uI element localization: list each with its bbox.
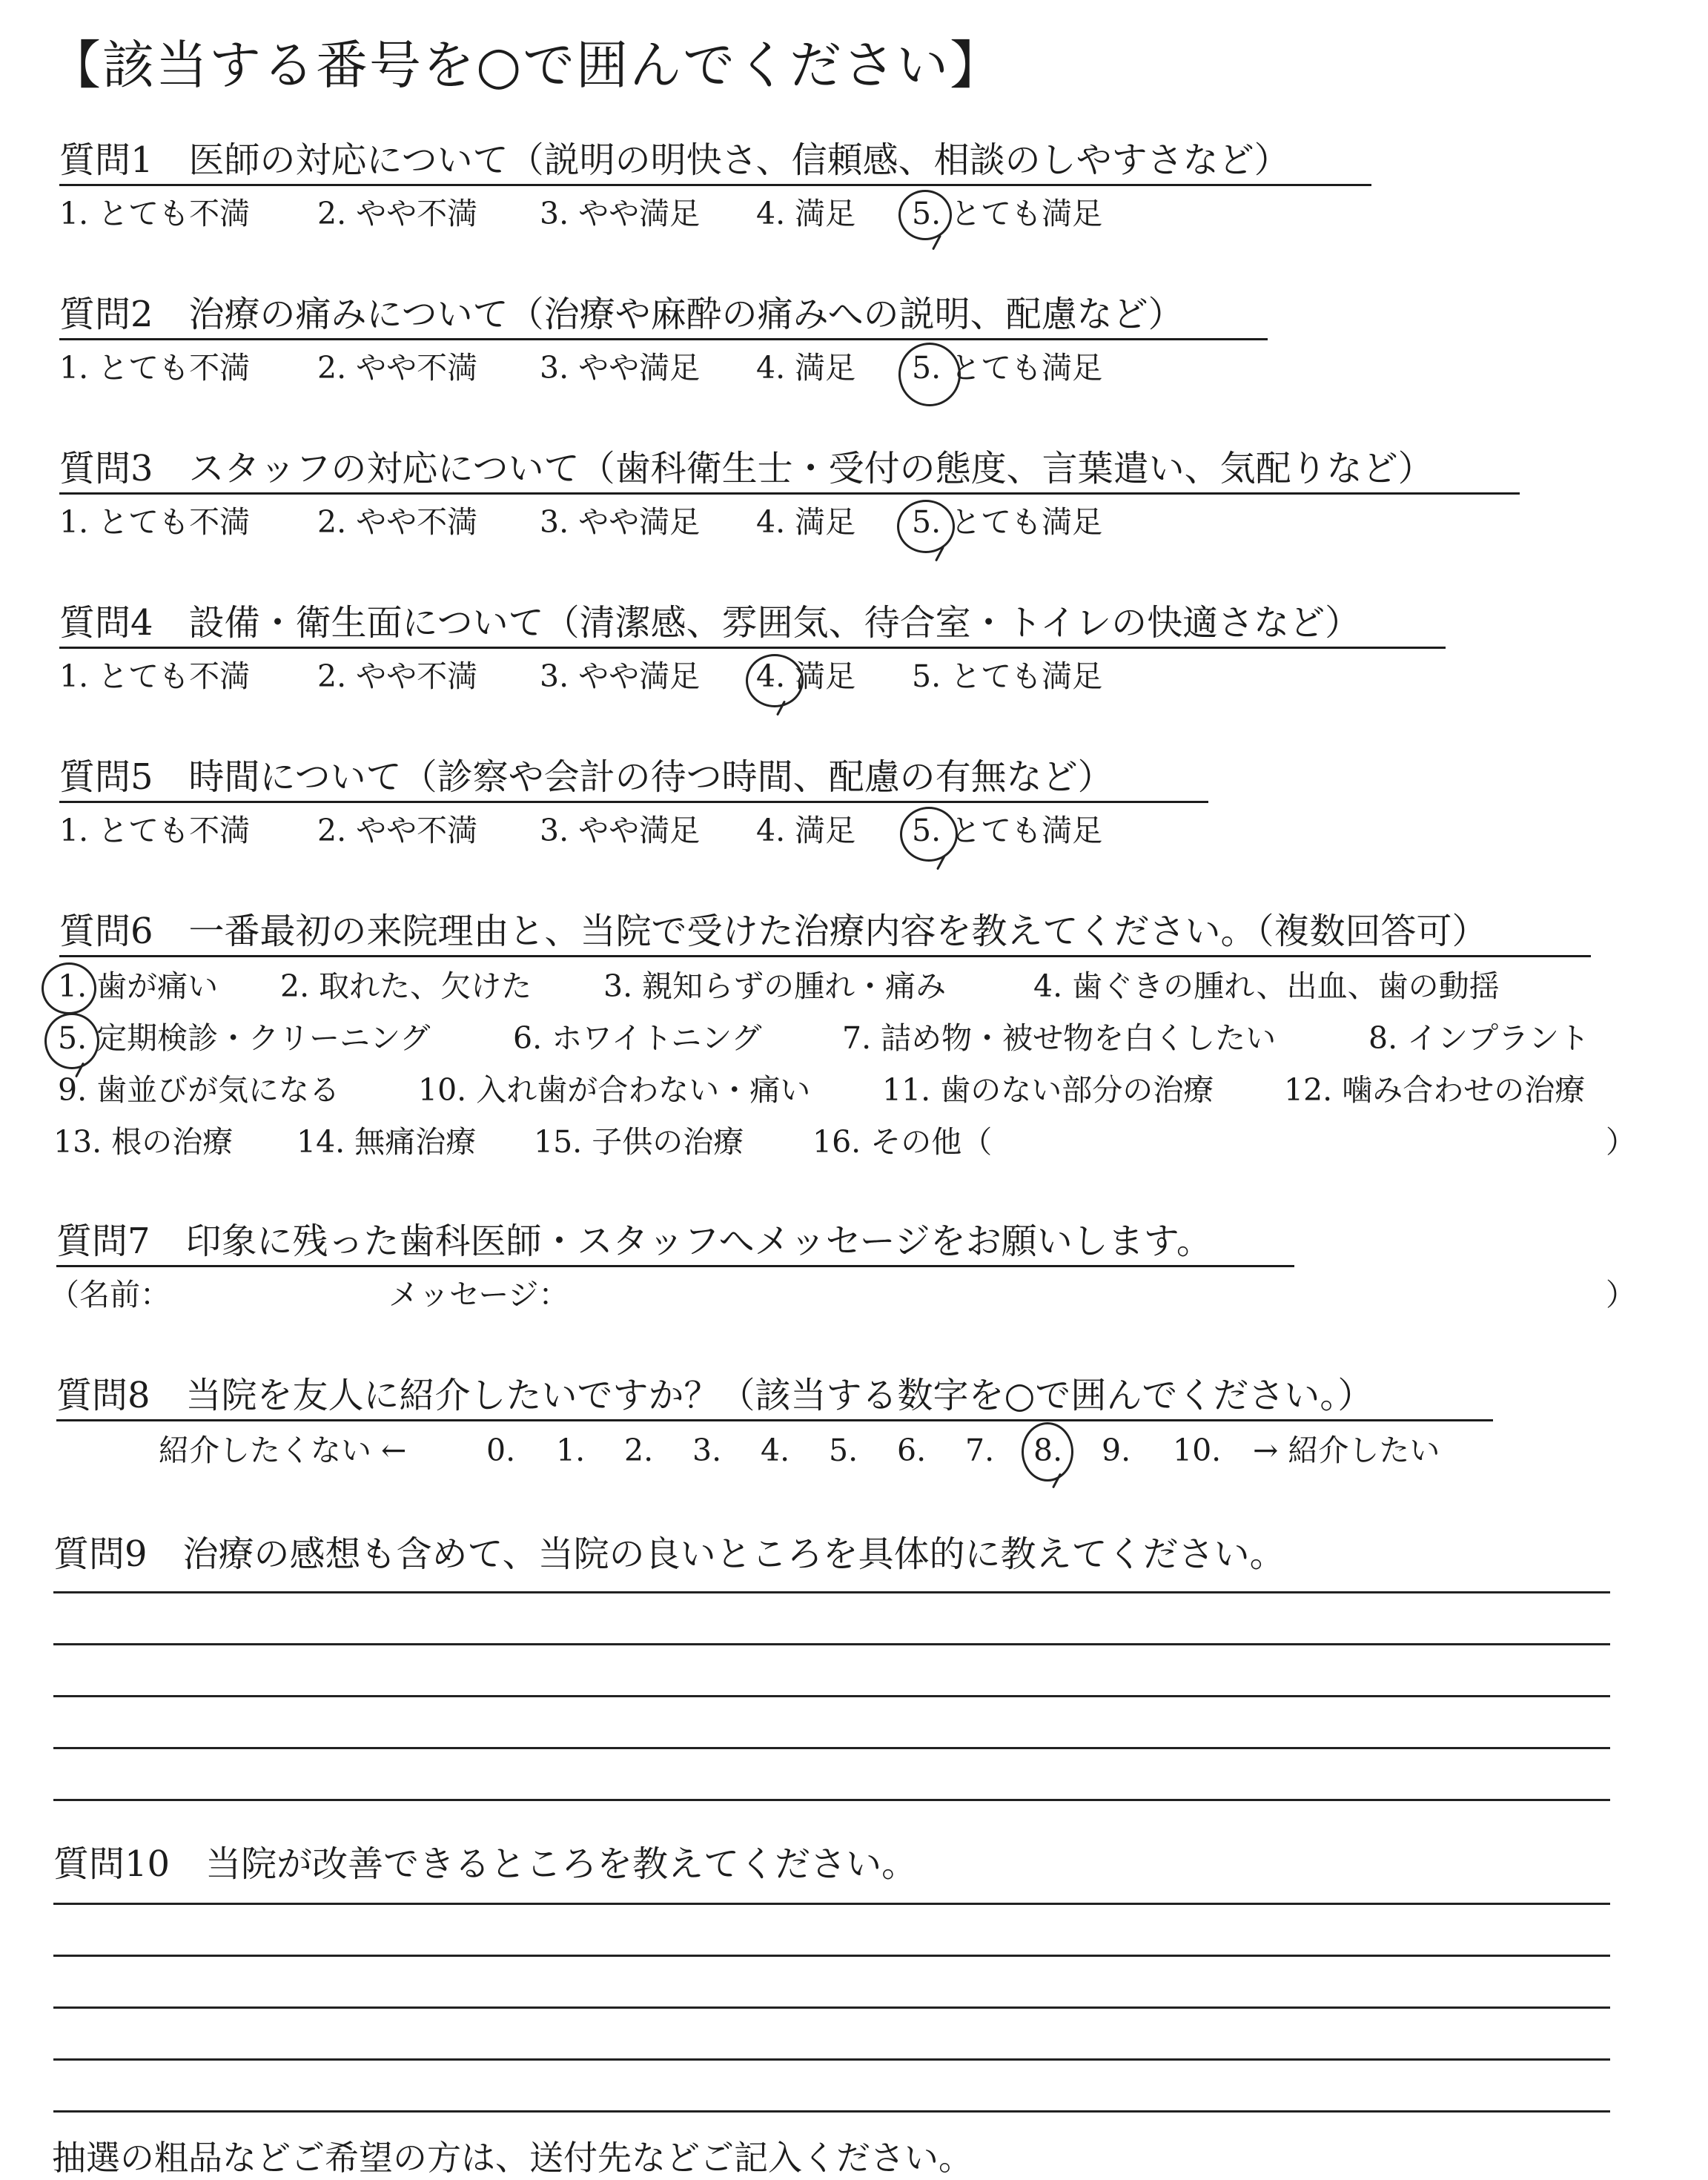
footer-note: 抽選の粗品などご希望の方は、送付先などご記入ください。 xyxy=(52,2138,973,2178)
q4-option-5[interactable]: 5. とても満足 xyxy=(912,658,1103,694)
question-3-options xyxy=(0,503,1708,544)
q7-answer-row xyxy=(0,1275,1708,1317)
q8-number-7[interactable]: 7. xyxy=(965,1433,995,1468)
q2-option-3[interactable]: 3. やや満足 xyxy=(540,350,701,386)
q2-option-1[interactable]: 1. とても不満 xyxy=(59,350,251,386)
question-1-options xyxy=(0,194,1708,236)
q6-selected-circle-1 xyxy=(42,962,96,1014)
q8-number-4[interactable]: 4. xyxy=(761,1433,790,1468)
q5-option-2[interactable]: 2. やや不満 xyxy=(317,813,478,848)
q6-option-10[interactable]: 10. 入れ歯が合わない・痛い xyxy=(418,1072,811,1108)
question-3-title: 質問3 スタッフの対応について（歯科衛生士・受付の態度、言葉遣い、気配りなど） xyxy=(59,448,1434,489)
q6-option-12[interactable]: 12. 噛み合わせの治療 xyxy=(1284,1072,1586,1108)
q9-answer-line-2 xyxy=(53,1643,1610,1645)
q6-option-1[interactable]: 1. 歯が痛い xyxy=(58,968,219,1004)
q6-option-4[interactable]: 4. 歯ぐきの腫れ、出血、歯の動揺 xyxy=(1033,968,1500,1004)
q2-option-5[interactable]: 5. とても満足 xyxy=(912,350,1103,386)
question-7-underline xyxy=(56,1265,1294,1267)
q6-option-14[interactable]: 14. 無痛治療 xyxy=(297,1124,477,1160)
q10-answer-line-1 xyxy=(53,1903,1610,1905)
q1-selected-circle xyxy=(898,190,952,240)
q8-left-label: 紹介したくない ← xyxy=(159,1433,407,1468)
q8-number-5[interactable]: 5. xyxy=(829,1433,858,1468)
q5-option-1[interactable]: 1. とても不満 xyxy=(59,813,251,848)
q5-option-4[interactable]: 4. 満足 xyxy=(756,813,856,848)
q1-option-2[interactable]: 2. やや不満 xyxy=(317,196,478,231)
question-5-title: 質問5 時間について（診察や会計の待つ時間、配慮の有無など） xyxy=(59,756,1113,798)
q8-number-0[interactable]: 0. xyxy=(486,1433,516,1468)
q2-option-4[interactable]: 4. 満足 xyxy=(756,350,856,386)
q4-option-4[interactable]: 4. 満足 xyxy=(756,658,856,694)
q4-option-1[interactable]: 1. とても不満 xyxy=(59,658,251,694)
q4-option-3[interactable]: 3. やや満足 xyxy=(540,658,701,694)
q5-option-3[interactable]: 3. やや満足 xyxy=(540,813,701,848)
question-10-title: 質問10 当院が改善できるところを教えてください。 xyxy=(53,1843,918,1885)
question-2-title: 質問2 治療の痛みについて（治療や麻酔の痛みへの説明、配慮など） xyxy=(59,294,1184,335)
q1-option-4[interactable]: 4. 満足 xyxy=(756,196,856,231)
q10-answer-line-4 xyxy=(53,2058,1610,2061)
q8-number-6[interactable]: 6. xyxy=(897,1433,927,1468)
question-1-title: 質問1 医師の対応について（説明の明快さ、信頼感、相談のしやすさなど） xyxy=(59,139,1290,181)
q5-selected-circle xyxy=(900,807,958,862)
q1-option-5[interactable]: 5. とても満足 xyxy=(912,196,1103,231)
q6-row-1 xyxy=(0,967,1708,1008)
q6-option-7[interactable]: 7. 詰め物・被せ物を白くしたい xyxy=(842,1020,1277,1056)
question-9-title: 質問9 治療の感想も含めて、当院の良いところを具体的に教えてください。 xyxy=(53,1533,1285,1575)
q3-selected-circle xyxy=(897,500,955,553)
q8-number-10[interactable]: 10. xyxy=(1173,1433,1222,1468)
q1-option-3[interactable]: 3. やや満足 xyxy=(540,196,701,231)
q9-answer-line-5 xyxy=(53,1799,1610,1801)
q6-option-16[interactable]: 16. その他（ xyxy=(812,1124,993,1160)
question-8-title: 質問8 当院を友人に紹介したいですか？（該当する数字を○で囲んでください。） xyxy=(56,1375,1374,1416)
q6-option-2[interactable]: 2. 取れた、欠けた xyxy=(280,968,532,1004)
question-3-underline xyxy=(59,492,1520,495)
q8-number-3[interactable]: 3. xyxy=(692,1433,722,1468)
q6-option-13[interactable]: 13. 根の治療 xyxy=(53,1124,234,1160)
q7-name-label: （名前： xyxy=(49,1277,171,1312)
q6-option-11[interactable]: 11. 歯のない部分の治療 xyxy=(882,1072,1214,1108)
q10-answer-line-5 xyxy=(53,2110,1610,2113)
question-4-title: 質問4 設備・衛生面について（清潔感、雰囲気、待合室・トイレの快適さなど） xyxy=(59,602,1361,644)
q8-number-2[interactable]: 2. xyxy=(624,1433,654,1468)
q3-option-4[interactable]: 4. 満足 xyxy=(756,504,856,540)
question-6-title: 質問6 一番最初の来院理由と、当院で受けた治療内容を教えてください。（複数回答可） xyxy=(59,911,1488,952)
q1-option-1[interactable]: 1. とても不満 xyxy=(59,196,251,231)
page-title: 【該当する番号を○で囲んでください】 xyxy=(49,35,1004,96)
q8-right-label: → 紹介したい xyxy=(1253,1433,1440,1468)
q5-option-5[interactable]: 5. とても満足 xyxy=(912,813,1103,848)
q2-option-2[interactable]: 2. やや不満 xyxy=(317,350,478,386)
q3-option-5[interactable]: 5. とても満足 xyxy=(912,504,1103,540)
q6-row-3 xyxy=(0,1071,1708,1112)
q8-selected-circle xyxy=(1022,1422,1073,1482)
q8-number-8[interactable]: 8. xyxy=(1033,1433,1063,1468)
q6-row-4 xyxy=(0,1123,1708,1164)
q6-row-2 xyxy=(0,1019,1708,1060)
q10-answer-line-2 xyxy=(53,1955,1610,1957)
q6-other-close-paren: ） xyxy=(1606,1124,1636,1160)
q3-option-2[interactable]: 2. やや不満 xyxy=(317,504,478,540)
q3-option-1[interactable]: 1. とても不満 xyxy=(59,504,251,540)
question-4-underline xyxy=(59,647,1446,649)
q8-number-1[interactable]: 1. xyxy=(556,1433,586,1468)
q3-option-3[interactable]: 3. やや満足 xyxy=(540,504,701,540)
q2-selected-circle xyxy=(898,343,961,406)
question-7-title: 質問7 印象に残った歯科医師・スタッフへメッセージをお願いします。 xyxy=(56,1221,1212,1262)
q6-option-5[interactable]: 5. 定期検診・クリーニング xyxy=(58,1020,431,1056)
q10-answer-line-3 xyxy=(53,2006,1610,2009)
question-2-options xyxy=(0,349,1708,390)
q9-answer-line-4 xyxy=(53,1747,1610,1749)
q6-option-15[interactable]: 15. 子供の治療 xyxy=(534,1124,744,1160)
question-4-options xyxy=(0,657,1708,698)
q8-scale-row xyxy=(0,1431,1708,1473)
q6-option-8[interactable]: 8. インプラント xyxy=(1368,1020,1590,1056)
question-6-underline xyxy=(59,955,1591,957)
q6-option-9[interactable]: 9. 歯並びが気になる xyxy=(58,1072,340,1108)
question-8-underline xyxy=(56,1419,1493,1421)
q7-close-paren: ） xyxy=(1606,1277,1636,1312)
question-2-underline xyxy=(59,338,1268,340)
q6-option-3[interactable]: 3. 親知らずの腫れ・痛み xyxy=(603,968,947,1004)
q4-option-2[interactable]: 2. やや不満 xyxy=(317,658,478,694)
q6-option-6[interactable]: 6. ホワイトニング xyxy=(513,1020,762,1056)
q6-selected-circle-5 xyxy=(44,1013,99,1069)
q8-number-9[interactable]: 9. xyxy=(1102,1433,1131,1468)
question-5-underline xyxy=(59,801,1208,803)
q4-selected-circle xyxy=(746,654,804,707)
q9-answer-line-1 xyxy=(53,1591,1610,1593)
question-5-options xyxy=(0,811,1708,853)
q9-answer-line-3 xyxy=(53,1695,1610,1697)
question-1-underline xyxy=(59,184,1371,186)
q7-message-label: メッセージ： xyxy=(388,1277,569,1312)
